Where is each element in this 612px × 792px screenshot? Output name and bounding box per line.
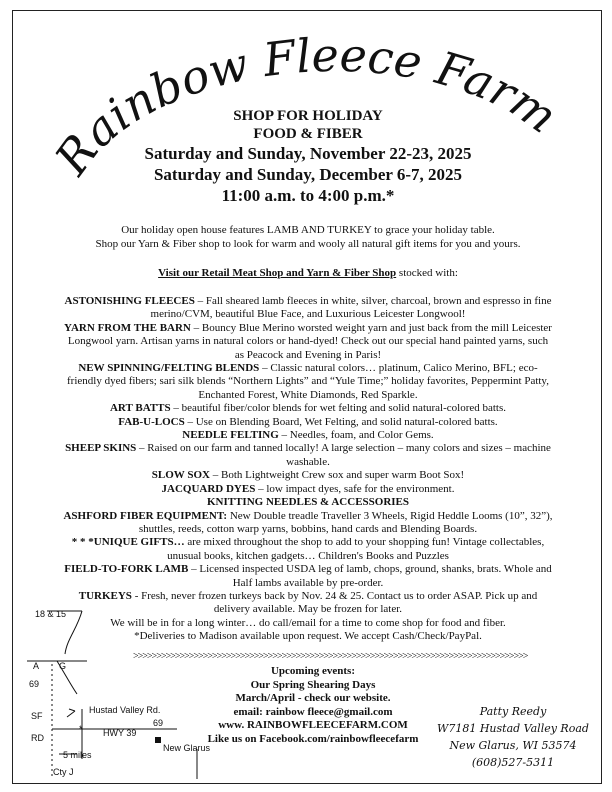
visit-heading: Visit our Retail Meat Shop and Yarn & Fiber Shop bbox=[158, 267, 397, 279]
visit-line bbox=[13, 267, 603, 279]
list-item: YARN FROM THE BARN – Bouncy Blue Merino worsted weight yarn and just back from the mill Leicester Longwool yarn. Artisan yarns in natural colors or hand-dyed! Check out our special hand painted yarns, such as Peacock and Evening in Paris! bbox=[64, 321, 552, 361]
intro-text bbox=[53, 223, 563, 251]
events-line-1: Our Spring Shearing Days bbox=[250, 678, 376, 691]
road-a: A bbox=[33, 661, 40, 671]
phone-number: (608)527-5311 bbox=[471, 756, 555, 769]
road-69-label: 69 bbox=[153, 718, 164, 728]
deliveries-note: *Deliveries to Madison available upon request. We accept Cash/Check/PayPal. bbox=[134, 630, 482, 643]
list-item: JACQUARD DYES – low impact dyes, safe for the environment. bbox=[161, 482, 455, 495]
road-g: G bbox=[59, 661, 67, 671]
events-heading: Upcoming events: bbox=[270, 665, 356, 677]
farm-address bbox=[418, 703, 608, 771]
date-2: Saturday and Sunday, December 6-7, 2025 bbox=[153, 165, 463, 184]
road-18-15: 18 & 15 bbox=[35, 609, 67, 619]
hustad-valley-label: Hustad Valley Rd. bbox=[89, 705, 161, 715]
winter-note: We will be in for a long winter… do call/email for a time to come shop for food and fiber. bbox=[110, 616, 506, 629]
list-item: * * *UNIQUE GIFTS… are mixed throughout the shop to add to your shopping fun! Vintage collectables, unusual books, kitchen gadgets… Children's Books and Puzzles bbox=[71, 536, 545, 562]
contact-name: Patty Reedy bbox=[479, 705, 547, 718]
list-item: ASTONISHING FLEECES – Fall sheared lamb fleeces in white, silver, charcoal, brown and espresso in fine merino/CVM, beautiful Blue Face, and Luxurious Leicester Longwool! bbox=[64, 295, 552, 321]
map-sf-label: SF bbox=[31, 711, 43, 721]
product-list bbox=[63, 295, 553, 644]
hours: 11:00 a.m. to 4:00 p.m.* bbox=[221, 186, 395, 205]
city-state-zip: New Glarus, WI 53574 bbox=[449, 739, 577, 752]
events-line-2: March/April - check our website. bbox=[235, 692, 391, 705]
intro-line-1: Our holiday open house features LAMB AND TURKEY to grace your holiday table. bbox=[121, 224, 495, 236]
event-header bbox=[13, 107, 603, 206]
hwy39-label: HWY 39 bbox=[103, 728, 137, 738]
facebook-link[interactable]: Like us on Facebook.com/rainbowfleecefarm bbox=[207, 732, 419, 745]
cty-j-label: Cty J bbox=[53, 767, 74, 777]
list-item: SHEEP SKINS – Raised on our farm and tanned locally! A large selection – many colors and sizes – machine washable. bbox=[65, 442, 551, 468]
header-line-2: FOOD & FIBER bbox=[253, 126, 363, 142]
farm-location-icon: * bbox=[79, 724, 83, 734]
email[interactable]: email: rainbow fleece@gmail.com bbox=[233, 705, 393, 718]
flyer-page bbox=[12, 10, 602, 784]
list-item: NEEDLE FELTING – Needles, foam, and Color Gems. bbox=[182, 429, 434, 442]
header-line-1: SHOP FOR HOLIDAY bbox=[233, 108, 383, 124]
list-item: SLOW SOX – Both Lightweight Crew sox and super warm Boot Sox! bbox=[151, 469, 465, 482]
list-item: TURKEYS - Fresh, never frozen turkeys back by Nov. 24 & 25. Contact us to order ASAP. Pick up and delivery available. May be frozen for later. bbox=[78, 589, 538, 616]
new-glarus-label: New Glarus bbox=[163, 743, 211, 753]
intro-line-2: Shop our Yarn & Fiber shop to look for warm and wooly all natural gift items for you and yours. bbox=[95, 238, 521, 250]
directions-map bbox=[27, 599, 257, 789]
date-1: Saturday and Sunday, November 22-23, 2025 bbox=[144, 144, 472, 163]
divider-arrows: >>>>>>>>>>>>>>>>>>>>>>>>>>>>>>>>>>>>>>>>>>>>>>>>>>>>>>>>>>>>>>>>>>>>>>>>>>>>>>>>>>>>> bbox=[133, 651, 528, 662]
map-rd-label: RD bbox=[31, 733, 44, 743]
distance-label: 5 miles bbox=[63, 750, 92, 760]
farm-title: Rainbow Fleece Farm bbox=[44, 27, 568, 185]
list-item: FIELD-TO-FORK LAMB – Licensed inspected USDA leg of lamb, chops, ground, shanks, brats. Whole and Half lambs available by pre-order. bbox=[64, 563, 552, 589]
street-address: W7181 Hustad Valley Road bbox=[437, 722, 589, 735]
website-link[interactable]: www. RAINBOWFLEECEFARM.COM bbox=[218, 719, 408, 732]
list-item: ASHFORD FIBER EQUIPMENT: New Double treadle Traveller 3 Wheels, Rigid Heddle Looms (10”, 32”), shuttles, reeds, cotton warp yarns, bobbins, hand cards and Blending Boards. bbox=[63, 509, 553, 535]
list-item: ART BATTS – beautiful fiber/color blends for wet felting and solid natural-colored batts. bbox=[109, 402, 507, 415]
visit-rest: stocked with: bbox=[396, 267, 458, 279]
list-item: NEW SPINNING/FELTING BLENDS – Classic natural colors… platinum, Calico Merino, BFL; eco-friendly dyed fibers; sari silk blends “Northern Lights” and “Yule Time;” holiday favorites, Peppermint Patty, Enchanted Forest, White Diamonds, Red Sparkle. bbox=[67, 362, 549, 401]
list-item: FAB-U-LOCS – Use on Blending Board, Wet Felting, and solid natural-colored batts. bbox=[118, 415, 498, 428]
road-69-top: 69 bbox=[29, 679, 40, 689]
list-item: KNITTING NEEDLES & ACCESSORIES bbox=[206, 496, 410, 509]
